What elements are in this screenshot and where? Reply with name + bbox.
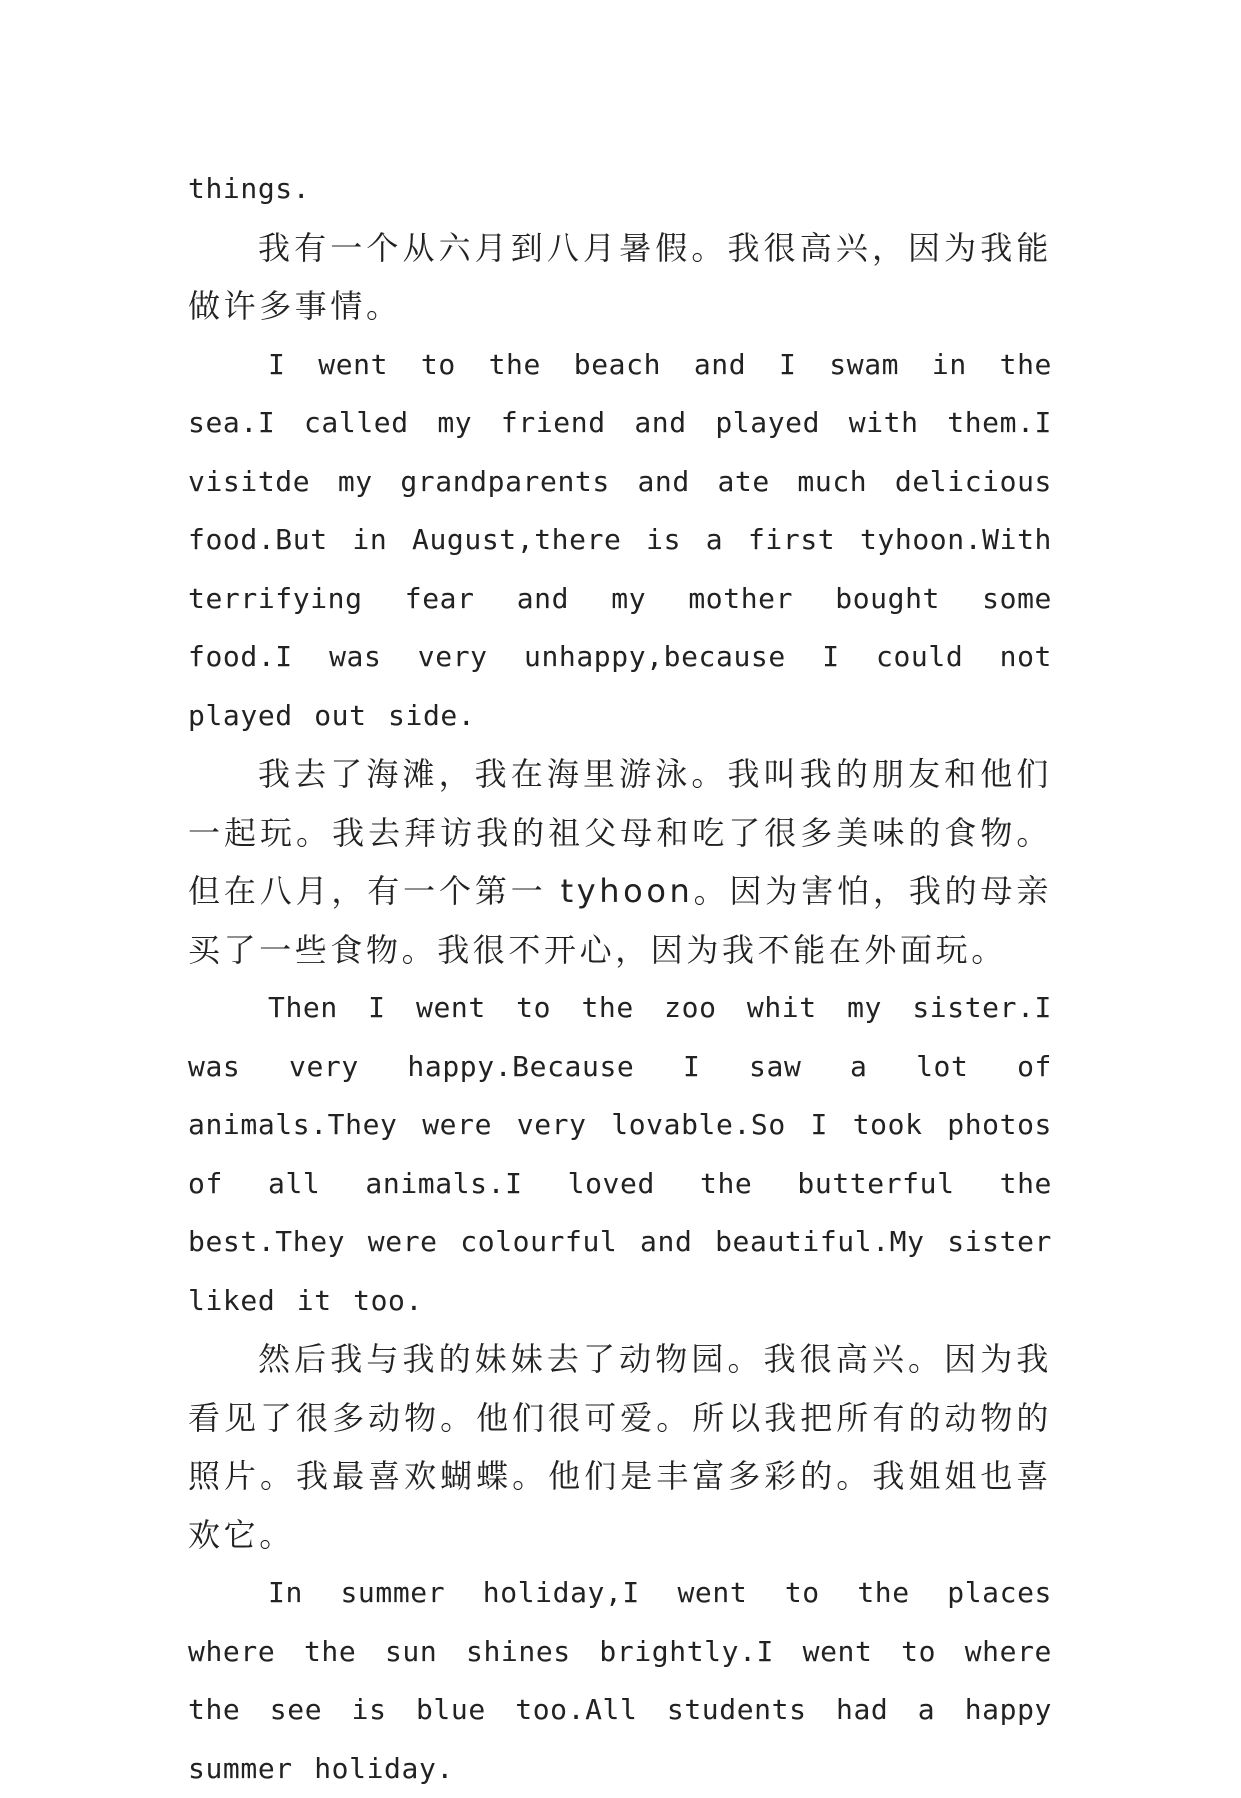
document-body [188, 160, 1052, 1798]
paragraph-zh-zoo: 然后我与我的妹妹去了动物园。我很高兴。因为我看见了很多动物。他们很可爱。所以我把所有的动物的照片。我最喜欢蝴蝶。他们是丰富多彩的。我姐姐也喜欢它。 [188, 1340, 1052, 1554]
paragraph-en-continuation: things. [188, 172, 311, 205]
paragraph-zh-intro: 我有一个从六月到八月暑假。我很高兴，因为我能做许多事情。 [188, 228, 1052, 325]
paragraph-zh-beach: 我去了海滩，我在海里游泳。我叫我的朋友和他们一起玩。我去拜访我的祖父母和吃了很多美味的食物。但在八月，有一个第一 tyhoon。因为害怕，我的母亲买了一些食物。我很不开心，因为我不能在外面玩。 [188, 755, 1052, 969]
paragraph-en-conclusion: In summer holiday,I went to the places where the sun shines brightly.I went to where the see is blue too.All students had a happy summer holiday. [188, 1576, 1052, 1785]
paragraph-en-beach: I went to the beach and I swam in the sea.I called my friend and played with them.I visitde my grandparents and ate much delicious food.But in August,there is a first tyhoon.With terrifying fear and my mother bought some food.I was very unhappy,because I could not played out side. [188, 347, 1052, 732]
paragraph-en-zoo: Then I went to the zoo whit my sister.I was very happy.Because I saw a lot of animals.They were very lovable.So I took photos of all animals.I loved the butterful the best.They were colourful and beautiful.My sister liked it too. [188, 991, 1052, 1317]
